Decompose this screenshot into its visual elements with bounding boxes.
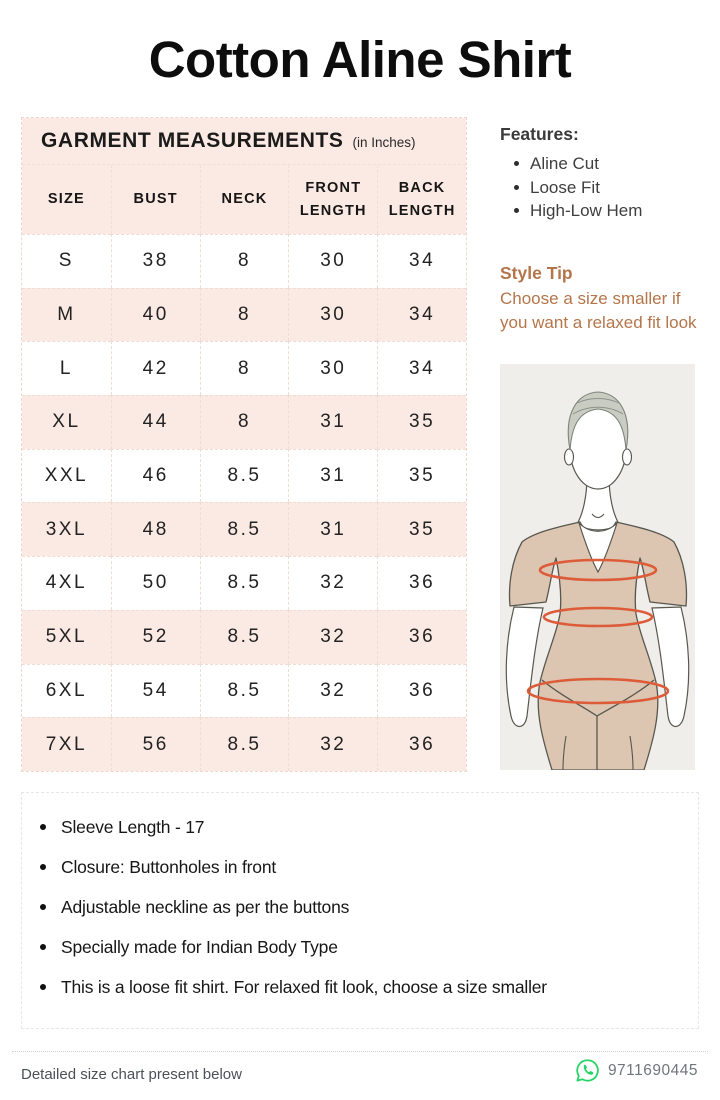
cell-front-length: 30 <box>288 234 377 288</box>
footer-divider <box>12 1051 708 1052</box>
note-text: This is a loose fit shirt. For relaxed fit look, choose a size smaller <box>61 976 547 997</box>
cell-neck: 8.5 <box>200 610 289 664</box>
note-text: Adjustable neckline as per the buttons <box>61 896 350 917</box>
style-tip-section <box>500 263 700 336</box>
cell-front-length: 32 <box>288 610 377 664</box>
note-item <box>40 967 682 1007</box>
cell-size: 4XL <box>22 556 111 610</box>
cell-neck: 8.5 <box>200 717 289 771</box>
table-header-row <box>22 164 466 234</box>
cell-bust: 46 <box>111 449 200 503</box>
features-heading: Features: <box>500 124 579 144</box>
cell-back-length: 36 <box>377 556 466 610</box>
cell-front-length: 31 <box>288 449 377 503</box>
cell-neck: 8 <box>200 288 289 342</box>
cell-size: 7XL <box>22 717 111 771</box>
cell-bust: 42 <box>111 341 200 395</box>
body-figure-icon <box>500 364 695 770</box>
column-header-size: SIZE <box>47 191 85 208</box>
cell-size: S <box>22 234 111 288</box>
table-row <box>22 717 466 771</box>
table-row <box>22 502 466 556</box>
table-row <box>22 556 466 610</box>
cell-size: XXL <box>22 449 111 503</box>
table-row <box>22 664 466 718</box>
table-units-label: (in Inches) <box>352 134 416 150</box>
cell-back-length: 34 <box>377 234 466 288</box>
garment-measurements-table <box>21 117 467 772</box>
column-header-neck: NECK <box>200 165 289 234</box>
bullet-icon <box>40 824 46 830</box>
cell-bust: 48 <box>111 502 200 556</box>
table-title: GARMENT MEASUREMENTS <box>41 129 344 152</box>
feature-label: High-Low Hem <box>530 201 643 220</box>
column-header-back-length: BACK LENGTH <box>377 165 466 234</box>
cell-size: 5XL <box>22 610 111 664</box>
cell-front-length: 30 <box>288 288 377 342</box>
cell-size: M <box>22 288 111 342</box>
product-notes-box <box>21 792 699 1029</box>
table-row <box>22 610 466 664</box>
note-item <box>40 807 682 847</box>
page-title: Cotton Aline Shirt <box>148 31 572 88</box>
cell-bust: 54 <box>111 664 200 718</box>
cell-bust: 50 <box>111 556 200 610</box>
table-title-band <box>22 118 466 164</box>
style-tip-text: Choose a size smaller if you want a relaxed fit look <box>500 288 697 332</box>
bullet-icon <box>514 161 519 166</box>
cell-size: L <box>22 341 111 395</box>
note-item <box>40 847 682 887</box>
sidebar-info <box>500 124 700 336</box>
bullet-icon <box>40 944 46 950</box>
feature-item <box>514 176 700 200</box>
cell-back-length: 36 <box>377 664 466 718</box>
column-header-bust: BUST <box>111 165 200 234</box>
cell-front-length: 31 <box>288 395 377 449</box>
table-row <box>22 449 466 503</box>
note-text: Specially made for Indian Body Type <box>61 936 338 957</box>
note-item <box>40 887 682 927</box>
bullet-icon <box>40 864 46 870</box>
whatsapp-number: 9711690445 <box>607 1061 698 1079</box>
cell-neck: 8.5 <box>200 556 289 610</box>
cell-back-length: 35 <box>377 502 466 556</box>
table-body <box>22 234 466 771</box>
cell-neck: 8.5 <box>200 664 289 718</box>
cell-neck: 8 <box>200 234 289 288</box>
cell-back-length: 34 <box>377 288 466 342</box>
cell-back-length: 35 <box>377 395 466 449</box>
cell-front-length: 32 <box>288 717 377 771</box>
table-row <box>22 341 466 395</box>
cell-bust: 44 <box>111 395 200 449</box>
cell-back-length: 35 <box>377 449 466 503</box>
note-text: Closure: Buttonholes in front <box>61 856 277 877</box>
cell-front-length: 32 <box>288 664 377 718</box>
table-row <box>22 234 466 288</box>
cell-bust: 38 <box>111 234 200 288</box>
cell-neck: 8 <box>200 395 289 449</box>
cell-bust: 40 <box>111 288 200 342</box>
cell-size: 3XL <box>22 502 111 556</box>
cell-size: XL <box>22 395 111 449</box>
bullet-icon <box>514 208 519 213</box>
note-item <box>40 927 682 967</box>
bullet-icon <box>514 185 519 190</box>
cell-front-length: 31 <box>288 502 377 556</box>
feature-item <box>514 152 700 176</box>
feature-item <box>514 199 700 223</box>
cell-back-length: 36 <box>377 717 466 771</box>
table-row <box>22 288 466 342</box>
note-text: Sleeve Length - 17 <box>61 816 205 837</box>
whatsapp-contact <box>575 1058 698 1083</box>
cell-size: 6XL <box>22 664 111 718</box>
bullet-icon <box>40 984 46 990</box>
feature-label: Loose Fit <box>530 177 600 197</box>
feature-label: Aline Cut <box>530 154 599 173</box>
style-tip-heading: Style Tip <box>500 262 573 283</box>
whatsapp-icon <box>575 1058 600 1083</box>
cell-front-length: 32 <box>288 556 377 610</box>
cell-bust: 56 <box>111 717 200 771</box>
cell-bust: 52 <box>111 610 200 664</box>
table-row <box>22 395 466 449</box>
body-measurement-illustration <box>500 364 695 770</box>
cell-neck: 8 <box>200 341 289 395</box>
cell-front-length: 30 <box>288 341 377 395</box>
cell-neck: 8.5 <box>200 449 289 503</box>
bullet-icon <box>40 904 46 910</box>
cell-back-length: 36 <box>377 610 466 664</box>
footer-note: Detailed size chart present below <box>21 1066 242 1083</box>
cell-neck: 8.5 <box>200 502 289 556</box>
column-header-front-length: FRONT LENGTH <box>288 165 377 234</box>
cell-back-length: 34 <box>377 341 466 395</box>
